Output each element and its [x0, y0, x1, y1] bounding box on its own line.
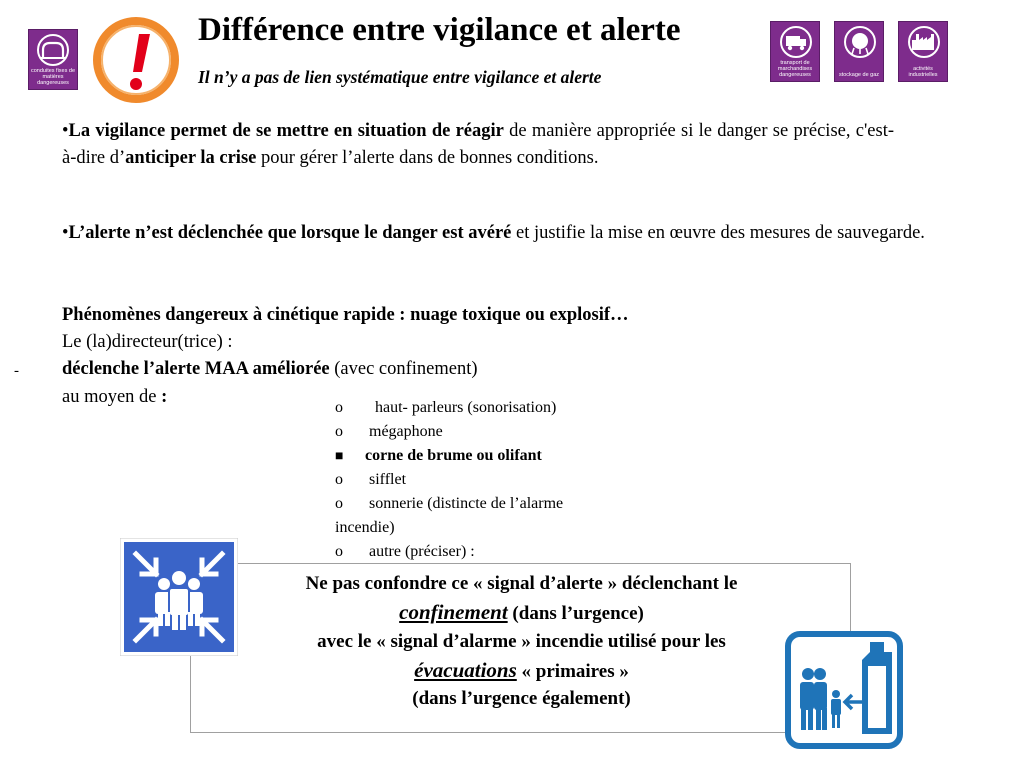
transport-dangerous-goods-icon — [770, 21, 820, 82]
list-item — [335, 399, 556, 417]
notice-line-2-rest: (dans l’urgence) — [507, 603, 644, 624]
truck-symbol-icon — [771, 24, 821, 64]
warning-exclamation-icon — [92, 16, 180, 104]
evacuation-sign-icon — [784, 630, 904, 750]
notice-line-1: Ne pas confondre ce « signal d’alerte » déclenchant le — [305, 573, 738, 594]
list-item — [335, 543, 475, 561]
bullet: • — [62, 223, 69, 243]
director-line: Le (la)directeur(trice) : — [62, 332, 233, 352]
means-line — [62, 384, 167, 411]
vigilance-text: de manière appropriée si le danger se précise, c'est-à-dire d’ — [62, 121, 894, 168]
dash-marker: - — [14, 363, 19, 379]
list-marker: o — [335, 399, 343, 416]
industrial-activities-icon — [898, 21, 948, 82]
vigilance-bold-text: La vigilance permet de se mettre en situation de réagir — [68, 121, 504, 141]
list-item-text: autre (préciser) : — [369, 543, 475, 560]
list-item — [335, 423, 443, 441]
vigilance-paragraph — [62, 118, 894, 172]
vigilance-text-end: pour gérer l’alerte dans de bonnes conditions. — [256, 148, 599, 168]
list-item-text: mégaphone — [369, 423, 443, 440]
pipeline-symbol-icon — [29, 32, 79, 72]
pipeline-risk-icon — [28, 29, 78, 90]
notice-line-2 — [191, 600, 852, 625]
transport-icon-caption: transport de marchandises dangereuses — [777, 60, 813, 78]
notice-line-4 — [191, 658, 852, 683]
notice-line-4-rest: « primaires » — [516, 661, 629, 682]
list-item — [335, 495, 563, 513]
list-item — [335, 471, 406, 489]
alert-paragraph — [62, 220, 945, 247]
section-heading: Phénomènes dangereux à cinétique rapide : nuage toxique ou explosif… — [62, 305, 629, 325]
alert-bold-text: L’alerte n’est déclenchée que lorsque le danger est avéré — [68, 223, 512, 243]
list-item-text: corne de brume ou olifant — [365, 447, 542, 464]
list-item — [335, 519, 395, 537]
assembly-point-sign-icon — [120, 538, 238, 656]
list-marker: o — [335, 495, 343, 512]
list-item-text: sonnerie (distincte de l’alarme — [369, 495, 564, 512]
gas-storage-icon — [834, 21, 884, 82]
means-colon: : — [161, 387, 168, 407]
anticipate-crisis-bold: anticiper la crise — [125, 148, 257, 168]
list-item-text: incendie) — [335, 519, 395, 536]
notice-box — [190, 563, 851, 733]
gas-tank-symbol-icon — [835, 24, 885, 64]
page-title: Différence entre vigilance et alerte — [198, 12, 681, 48]
trigger-rest: (avec confinement) — [329, 359, 478, 379]
industrial-caption: activités industrielles — [908, 66, 938, 78]
means-text: au moyen de — [62, 387, 162, 407]
trigger-line — [62, 356, 478, 383]
alert-text: et justifie la mise en œuvre des mesures de sauvegarde. — [511, 223, 925, 243]
list-marker: o — [335, 423, 343, 440]
gas-storage-caption: stockage de gaz — [838, 72, 880, 78]
trigger-bold: déclenche l’alerte MAA améliorée — [62, 359, 330, 379]
list-item-text: sifflet — [369, 471, 407, 488]
bullet: • — [62, 121, 69, 141]
list-item-text: haut- parleurs (sonorisation) — [375, 399, 557, 416]
notice-line-5: (dans l’urgence également) — [412, 688, 631, 709]
pipeline-icon-caption: conduites fixes de matières dangereuses — [30, 68, 76, 86]
list-item — [335, 447, 542, 465]
page-subtitle: Il n’y a pas de lien systématique entre vigilance et alerte — [198, 67, 602, 87]
list-marker: o — [335, 543, 343, 560]
notice-line-3: avec le « signal d’alarme » incendie utilisé pour les — [317, 631, 726, 652]
means-list — [335, 399, 635, 569]
list-marker: ■ — [335, 449, 344, 464]
confinement-emphasis: confinement — [399, 600, 508, 624]
evacuation-emphasis: évacuations — [414, 658, 517, 682]
list-marker: o — [335, 471, 343, 488]
factory-symbol-icon — [899, 24, 949, 64]
